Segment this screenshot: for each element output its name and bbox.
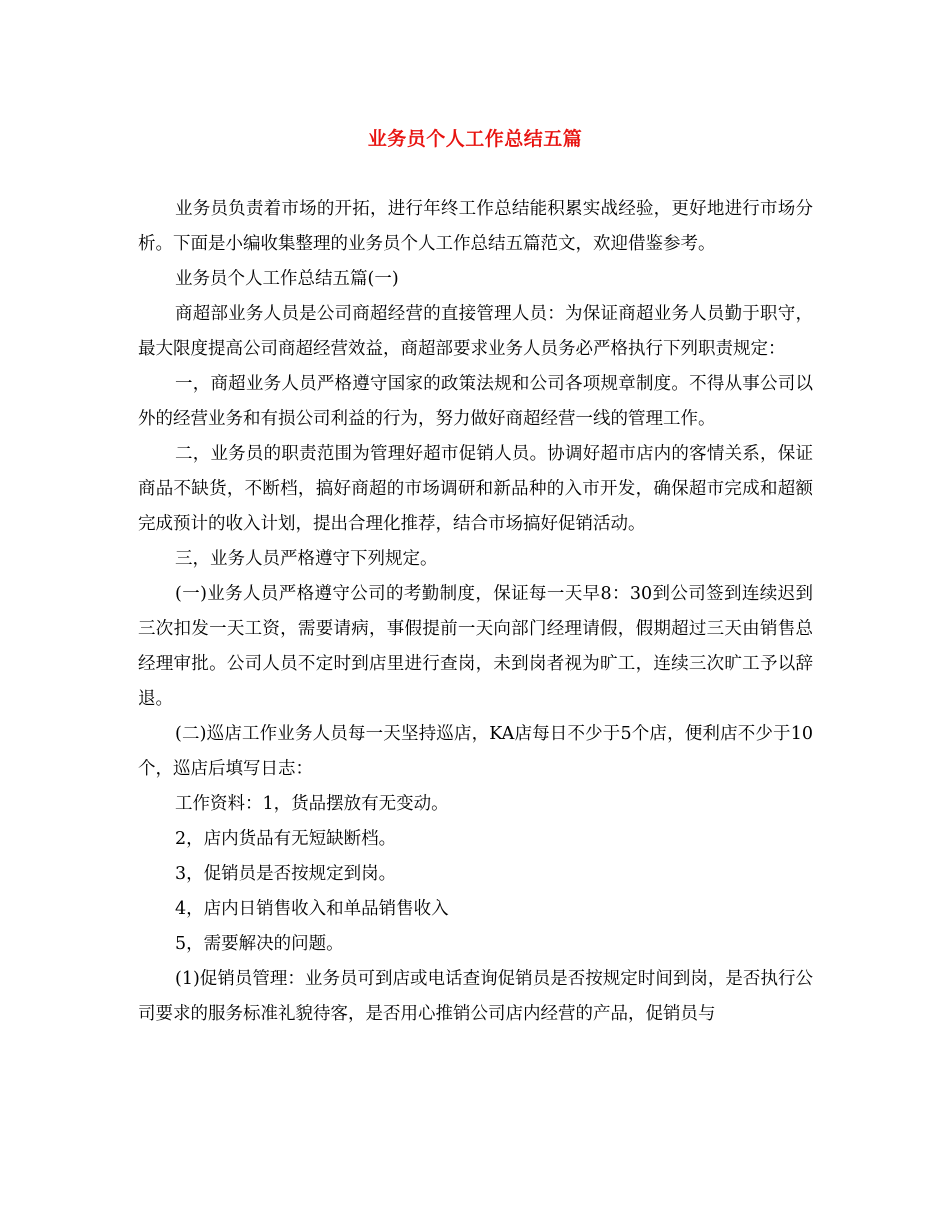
paragraph: 三，业务人员严格遵守下列规定。: [175, 549, 438, 569]
list-item: 5，需要解决的问题。: [175, 934, 344, 954]
paragraph: (二)巡店工作业务人员每一天坚持巡店，KA店每日不少于5个店，便利店不少于10个，巡店后填写日志：: [138, 724, 813, 779]
paragraph: (一)业务人员严格遵守公司的考勤制度，保证每一天早8：30到公司签到连续迟到三次扣发一天工资，需要请病，事假提前一天向部门经理请假，假期超过三天由销售总经理审批。公司人员不定时到店里进行查岗，未到岗者视为旷工，连续三次旷工予以辞退。: [138, 584, 813, 709]
document-title: 业务员个人工作总结五篇: [367, 128, 583, 150]
document-body: [138, 192, 813, 1032]
paragraph: 二，业务员的职责范围为管理好超市促销人员。协调好超市店内的客情关系，保证商品不缺货，不断档，搞好商超的市场调研和新品种的入市开发，确保超市完成和超额完成预计的收入计划，提出合理化推荐，结合市场搞好促销活动。: [138, 444, 813, 534]
list-item: 工作资料：1，货品摆放有无变动。: [175, 794, 449, 814]
paragraph: 商超部业务人员是公司商超经营的直接管理人员：为保证商超业务人员勤于职守，最大限度提高公司商超经营效益，商超部要求业务人员务必严格执行下列职责规定：: [138, 304, 813, 359]
paragraph-section-heading: 业务员个人工作总结五篇(一): [175, 269, 399, 289]
paragraph: 一，商超业务人员严格遵守国家的政策法规和公司各项规章制度。不得从事公司以外的经营业务和有损公司利益的行为，努力做好商超经营一线的管理工作。: [138, 374, 813, 429]
list-item: 2，店内货品有无短缺断档。: [175, 829, 397, 849]
list-item: 3，促销员是否按规定到岗。: [175, 864, 397, 884]
paragraph: (1)促销员管理：业务员可到店或电话查询促销员是否按规定时间到岗，是否执行公司要求的服务标准礼貌待客，是否用心推销公司店内经营的产品，促销员与: [138, 969, 813, 1024]
list-item: 4，店内日销售收入和单品销售收入: [175, 899, 449, 919]
paragraph-intro: 业务员负责着市场的开拓，进行年终工作总结能积累实战经验，更好地进行市场分析。下面是小编收集整理的业务员个人工作总结五篇范文，欢迎借鉴参考。: [138, 199, 813, 254]
